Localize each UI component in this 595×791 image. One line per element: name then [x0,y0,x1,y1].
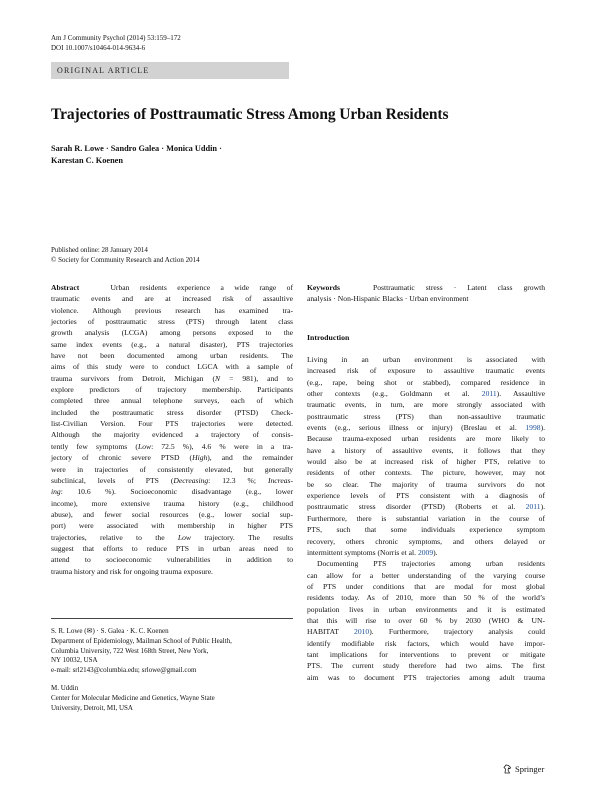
abstract-line: port) were associated with membership in higher PTS [51,521,293,531]
keywords-label: Keywords [307,283,340,292]
abstract-line: explore predictors of trajectory membership. Participants [51,385,293,395]
introduction-line: Because trauma-exposed urban residents are more likely to [307,434,545,444]
abstract-line: tently few symptoms (Low: 72.5 %), 4.6 % were in a tra- [51,441,294,451]
abstract-line: included the posttraumatic stress disorder (PTSD) Check- [51,407,293,417]
introduction-line: other contexts (e.g., Goldmann et al. 2011). Assaultive [307,389,545,399]
doi: DOI 10.1007/s10464-014-9634-6 [51,44,146,52]
journal-header [51,33,181,53]
affiliation-line: e-mail: srl2143@columbia.edu; srlowe@gmail.com [51,666,197,675]
affiliation-line: M. Uddin [51,684,79,692]
affiliation-line: NY 10032, USA [51,656,98,665]
introduction-line: can allow for a better understanding of the varying course [307,570,545,580]
keywords-line [307,282,545,293]
affiliation-line: Department of Epidemiology, Mailman School of Public Health, [51,636,232,645]
abstract-line: trajectories, relative to the Low trajectory. The results [51,532,293,542]
section-heading-introduction: Introduction [307,333,350,342]
abstract-line: have not been documented among urban residents. The [51,351,293,361]
abstract-line: subclinical, levels of PTS (Decreasing: 12.3 %; Increas- [51,475,293,485]
abstract-line: trauma survivors from Detroit, Michigan (N = 981), and to [51,373,293,383]
author-line: Sarah R. Lowe · Sandro Galea · Monica Uddin · [51,144,222,153]
abstract [51,282,293,577]
publication-info [51,245,200,265]
introduction-line: Documenting PTS trajectories among urban residents [317,559,545,569]
introduction-line: experience levels of PTS consistent with a diagnosis of [307,491,545,501]
author-line: Karestan C. Koenen [51,156,123,165]
abstract-line: Abstract Urban residents experience a wide range of [51,283,293,292]
abstract-line: attend to socioeconomic vulnerabilities in addition to [51,555,293,565]
paper-title: Trajectories of Posttraumatic Stress Among Urban Residents [51,106,449,123]
abstract-label: Abstract [51,283,80,292]
introduction-line: tant implications for interventions to prevent or mitigate [307,649,545,659]
introduction-line: Furthermore, there is substantial variation in the course of [307,513,545,523]
introduction-line: have a history of assaultive events, it follows that they [307,445,545,455]
abstract-line: traumatic events and are at increased risk of assaultive [51,294,293,304]
journal-citation: Am J Community Psychol (2014) 53:159–172 [51,34,181,42]
introduction-line: (e.g., rape, being shot or stabbed), compared residence in [307,377,545,387]
introduction-line: events (e.g., serious illness or injury) (Breslau et al. 1998). [307,423,545,433]
abstract-line: trauma history and risk for ongoing trauma exposure. [51,566,213,576]
introduction-line: of PTS under conditions that are modal for most global [307,581,545,591]
abstract-line: suggest that efforts to reduce PTS in urban areas need to [51,543,293,553]
abstract-line: growth analysis (LCGA) among persons exposed to the [51,328,293,338]
introduction-line: posttraumatic stress disorder (PTSD) (Roberts et al. 2011). [307,502,545,512]
introduction-line: residents of other contexts. The picture, however, may not [307,468,545,478]
abstract-line: jectories of posttraumatic stress (PTS) through latent class [51,317,293,327]
abstract-line: list-Civilian Version. Four PTS trajectories were detected. [51,419,293,429]
affiliation-block-authors [51,627,293,676]
abstract-line: income), more extensive trauma history (e.g., childhood [51,498,293,508]
abstract-line: were in trajectories of consistently elevated, but generally [51,464,293,474]
affiliation-line: Columbia University, 722 West 168th Street, New York, [51,646,209,655]
keywords [307,282,545,305]
introduction-line: aim was to document PTS trajectories among adult trauma [307,672,545,682]
keywords-text: Posttraumatic stress · Latent class growth [373,283,545,292]
abstract-line: aims of this study were to conduct LGCA with a sample of [51,362,293,372]
abstract-line: completed three annual telephone surveys, each of which [51,396,293,406]
affiliation-line: S. R. Lowe (✉) · S. Galea · K. C. Koenen [51,627,169,635]
abstract-line: Although the majority evidenced a trajectory of consis- [51,430,293,440]
introduction-line: residents today. As of 2010, more than 50 % of the world’s [307,593,545,603]
introduction-line: identify modifiable risk factors, which would have impor- [307,638,545,648]
author-list [51,143,222,167]
abstract-line: ing: 10.6 %). Socioeconomic disadvantage (e.g., lower [51,487,293,497]
affiliation-line: University, Detroit, MI, USA [51,703,133,712]
introduction-line: PTS, such that some individuals experience symptom [307,525,545,535]
introduction-line: would also be at increased risk of higher PTS, relative to [307,457,545,467]
introduction-line: HABITAT 2010). Furthermore, trajectory analysis could [307,627,545,637]
footnote-divider [51,618,293,619]
introduction-line: PTS. The current study therefore had two aims. The first [307,661,545,671]
abstract-line: jectory of chronic severe PTSD (High), and the remainder [51,453,293,463]
introduction-line: intermittent symptoms (Norris et al. 2009). [307,547,438,557]
introduction-line: traumatic events, in turn, are more strongly associated with [307,400,545,410]
introduction-line: that this will rise to over 60 % by 2030 (WHO & UN- [307,615,545,625]
abstract-line: same index events (e.g., a natural disaster), PTS trajectories [51,339,293,349]
published-online: Published online: 28 January 2014 [51,246,148,254]
springer-logo [503,764,544,774]
copyright: © Society for Community Research and Action 2014 [51,256,200,264]
affiliation-line: Center for Molecular Medicine and Genetics, Wayne State [51,693,215,702]
introduction-line: be so clear. The majority of trauma survivors do not [307,479,545,489]
introduction-line: recovery, others chronic symptoms, and others delayed or [307,536,545,546]
article-type-bar: ORIGINAL ARTICLE [51,62,289,79]
introduction-line: Living in an urban environment is associated with [307,355,545,364]
introduction-line: posttraumatic stress (PTS) than non-assaultive traumatic [307,411,545,421]
introduction-line: increased risk of exposure to assaultive traumatic events [307,366,545,376]
introduction-line: population lives in urban environments and it is estimated [307,604,545,614]
abstract-line: abuse), and fewer social resources (e.g., lower social sup- [51,509,293,519]
introduction-body [307,354,545,683]
springer-horse-icon [503,764,512,774]
keywords-line: analysis · Non-Hispanic Blacks · Urban environment [307,294,469,304]
affiliation-block-uddin [51,684,293,713]
publisher-name: Springer [515,764,545,774]
abstract-line: violence. Although previous research has examined tra- [51,305,293,315]
